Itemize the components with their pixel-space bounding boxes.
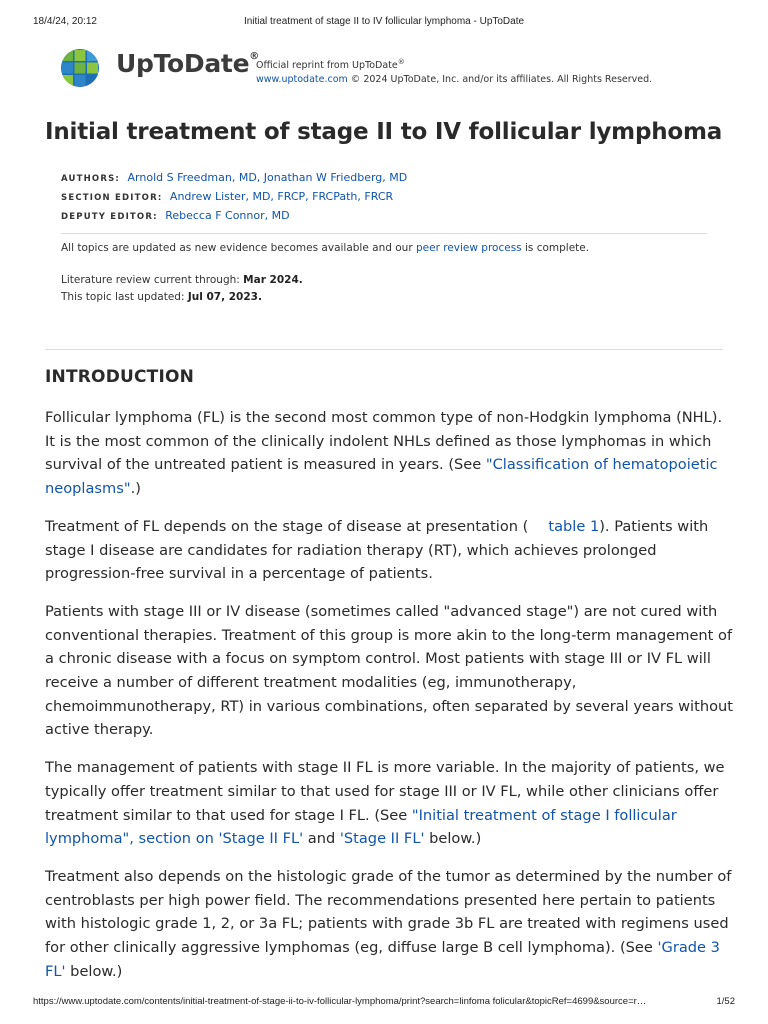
reprint-reg-mark: ®: [397, 58, 405, 66]
literature-review-date: Literature review current through: Mar 2024.: [61, 274, 303, 286]
section-editor-label: SECTION EDITOR:: [61, 193, 163, 203]
update-notice: All topics are updated as new evidence becomes available and our peer review process is complete.: [61, 242, 590, 254]
table-1-link[interactable]: table 1: [548, 517, 600, 535]
last-updated-date: This topic last updated: Jul 07, 2023.: [61, 291, 262, 303]
paragraph: Follicular lymphoma (FL) is the second most common type of non-Hodgkin lymphoma (NHL). It is the most common of the clinically indolent NHLs defined as those lymphomas in which survival of the untreated patient is measured in years. (See "Classification of hematopoietic neoplasms".): [45, 409, 723, 498]
authors-label: AUTHORS:: [61, 174, 121, 184]
print-datetime: 18/4/24, 20:12: [33, 16, 97, 27]
classification-link[interactable]: "Classification of hematopoietic neoplasms": [45, 456, 718, 498]
section-editor-link[interactable]: Andrew Lister, MD, FRCP, FRCPath, FRCR: [169, 190, 394, 203]
page-number: 1/52: [716, 996, 735, 1007]
paragraph: Treatment also depends on the histologic grade of the tumor as determined by the number of centroblasts per high power field. The recommendations presented here pertain to patients with histologic grade 1, 2, or 3a FL; patients with grade 3b FL are treated with regimens used for other clinically aggressive lymphomas (eg, diffuse large B cell lymphoma). (See 'Grade 3 FL' below.): [45, 867, 732, 980]
brand-name: UpToDate®: [116, 49, 259, 78]
section-divider: [45, 349, 723, 350]
grade-3-fl-link[interactable]: 'Grade 3 FL': [45, 939, 720, 980]
deputy-editor-row: [61, 207, 407, 226]
stage-ii-fl-link[interactable]: 'Stage II FL': [339, 830, 425, 848]
deputy-editor-label: DEPUTY EDITOR:: [61, 212, 158, 222]
divider: [61, 233, 707, 234]
uptodate-site-link[interactable]: www.uptodate.com: [256, 74, 348, 86]
print-url: https://www.uptodate.com/contents/initial-treatment-of-stage-ii-to-iv-follicular-lymphoma/print?search=linfoma folicular&topicRef=4699&source=r…: [33, 996, 647, 1007]
authors-link[interactable]: Arnold S Freedman, MD, Jonathan W Friedberg, MD: [127, 171, 408, 184]
reprint-notice: [256, 55, 652, 87]
paragraph: The management of patients with stage II FL is more variable. In the majority of patients, we typically offer treatment similar to that used for stage III or IV FL, while other clinicians offer treatment similar to that used for stage I FL. (See "Initial treatment of stage I follicular lymphoma", section on 'Stage II FL' and 'Stage II FL' below.): [45, 759, 725, 848]
copyright-text: © 2024 UpToDate, Inc. and/or its affiliates. All Rights Reserved.: [347, 74, 653, 86]
print-page-title: Initial treatment of stage II to IV follicular lymphoma - UpToDate: [243, 16, 525, 27]
section-heading-introduction: INTRODUCTION: [45, 367, 195, 387]
article-body: [45, 406, 735, 997]
stage-i-fl-link[interactable]: "Initial treatment of stage I follicular lymphoma", section on 'Stage II FL': [45, 806, 677, 848]
credits-block: [61, 169, 407, 226]
authors-row: [61, 169, 407, 188]
deputy-editor-link[interactable]: Rebecca F Connor, MD: [165, 209, 290, 222]
page-title: Initial treatment of stage II to IV follicular lymphoma: [45, 119, 723, 145]
paragraph: Treatment of FL depends on the stage of disease at presentation ( table 1). Patients with stage I disease are candidates for radiation therapy (RT), which achieves prolonged progression-free survival in a percentage of patients.: [45, 517, 709, 583]
uptodate-logo-icon: [60, 48, 100, 88]
paragraph: Patients with stage III or IV disease (sometimes called "advanced stage") are not cured with conventional therapies. Treatment of this group is more akin to the long-term management of a chronic disease with a focus on symptom control. Most patients with stage III or IV FL will receive a number of different treatment modalities (eg, immunotherapy, chemoimmunotherapy, RT) in various combinations, often separated by several years without active therapy.: [45, 602, 733, 739]
reprint-line: Official reprint from UpToDate: [256, 60, 398, 72]
peer-review-link[interactable]: peer review process: [415, 242, 522, 254]
section-editor-row: [61, 188, 407, 207]
review-dates: [61, 272, 303, 306]
